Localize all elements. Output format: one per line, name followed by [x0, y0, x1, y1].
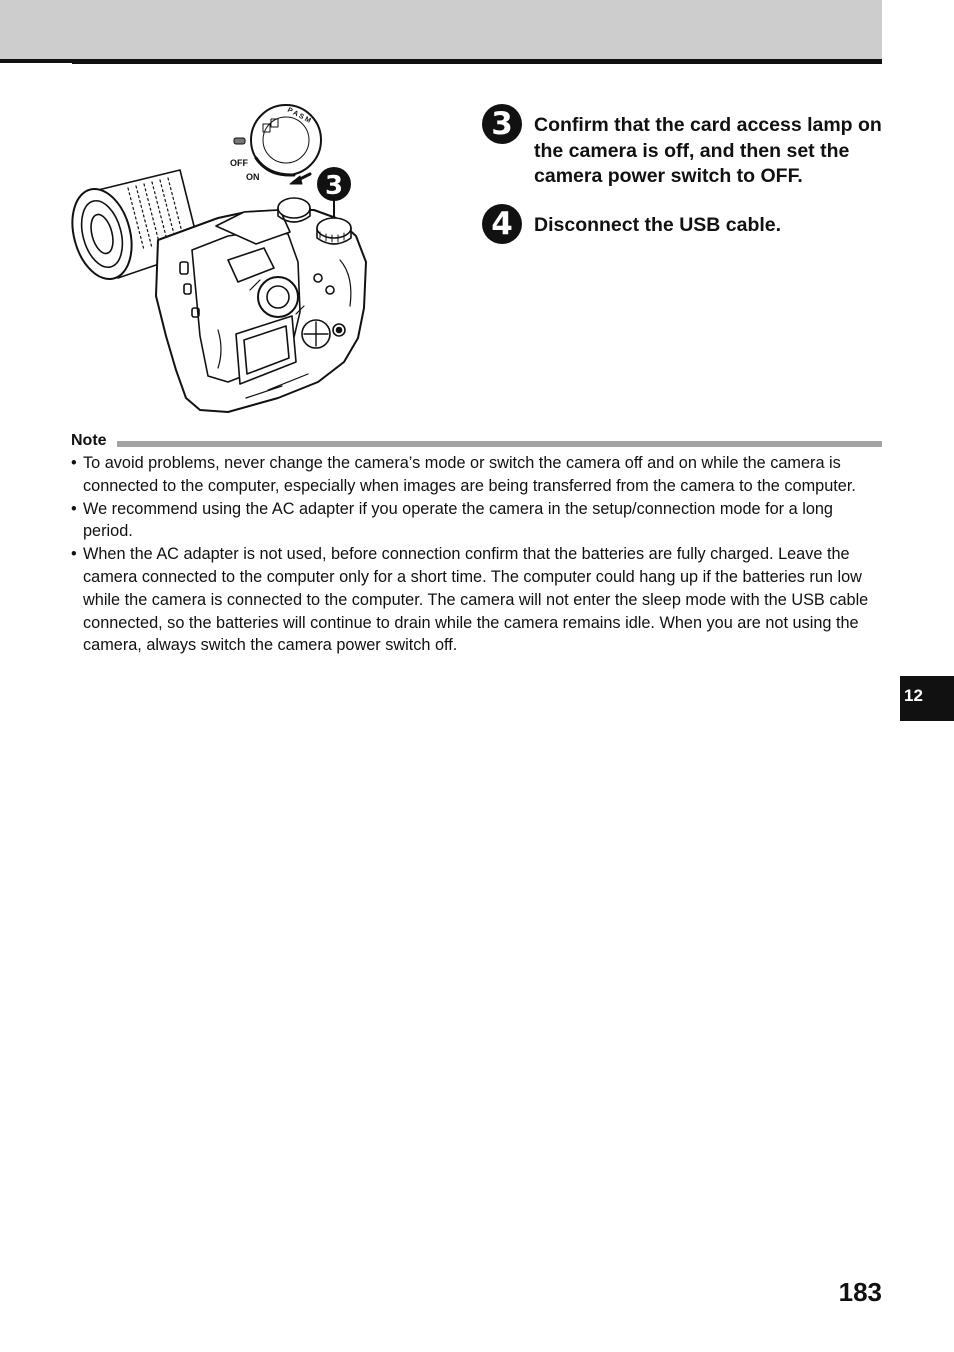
step-instruction-3: Confirm that the card access lamp on the camera is off, and then set the camera power switch to OFF.: [534, 114, 882, 187]
steps-list: [482, 104, 882, 252]
chapter-tab: 12: [900, 676, 954, 721]
note-label: Note: [71, 432, 107, 449]
header-rule: [0, 59, 882, 64]
step-number-4: 4: [482, 204, 522, 244]
camera-illustration: [68, 100, 378, 415]
dial-on-label: ON: [246, 172, 260, 182]
header-band: [0, 0, 882, 59]
header-rule-notch: [0, 63, 72, 65]
camera-drawing: [68, 100, 378, 415]
dial-mode-letters: P A S M: [286, 106, 312, 125]
note-heading: [71, 431, 882, 451]
callout-step-number: 3: [324, 171, 344, 201]
dial-off-label: OFF: [230, 158, 248, 168]
note-item: • We recommend using the AC adapter if you operate the camera in the setup/connection mode for a long period.: [71, 498, 885, 544]
note-item: • When the AC adapter is not used, before connection confirm that the batteries are fully charged. Leave the camera connected to the computer only for a short time. The computer could hang up if the batteries run low while the camera is connected to the computer. The camera will not enter the sleep mode with the USB cable connected, so the batteries will continue to drain while the camera remains idle. When you are not using the camera, always switch the camera power switch off.: [71, 543, 885, 657]
step-3: [482, 104, 882, 190]
note-item: • To avoid problems, never change the camera’s mode or switch the camera off and on while the camera is connected to the computer, especially when images are being transferred from the camera to the computer.: [71, 452, 885, 498]
step-number-3: 3: [482, 104, 522, 144]
step-instruction-4: Disconnect the USB cable.: [534, 213, 782, 236]
note-list: [71, 452, 885, 657]
note-heading-bar: [117, 441, 882, 447]
page-number: 183: [838, 1277, 882, 1307]
step-4: [482, 204, 882, 242]
